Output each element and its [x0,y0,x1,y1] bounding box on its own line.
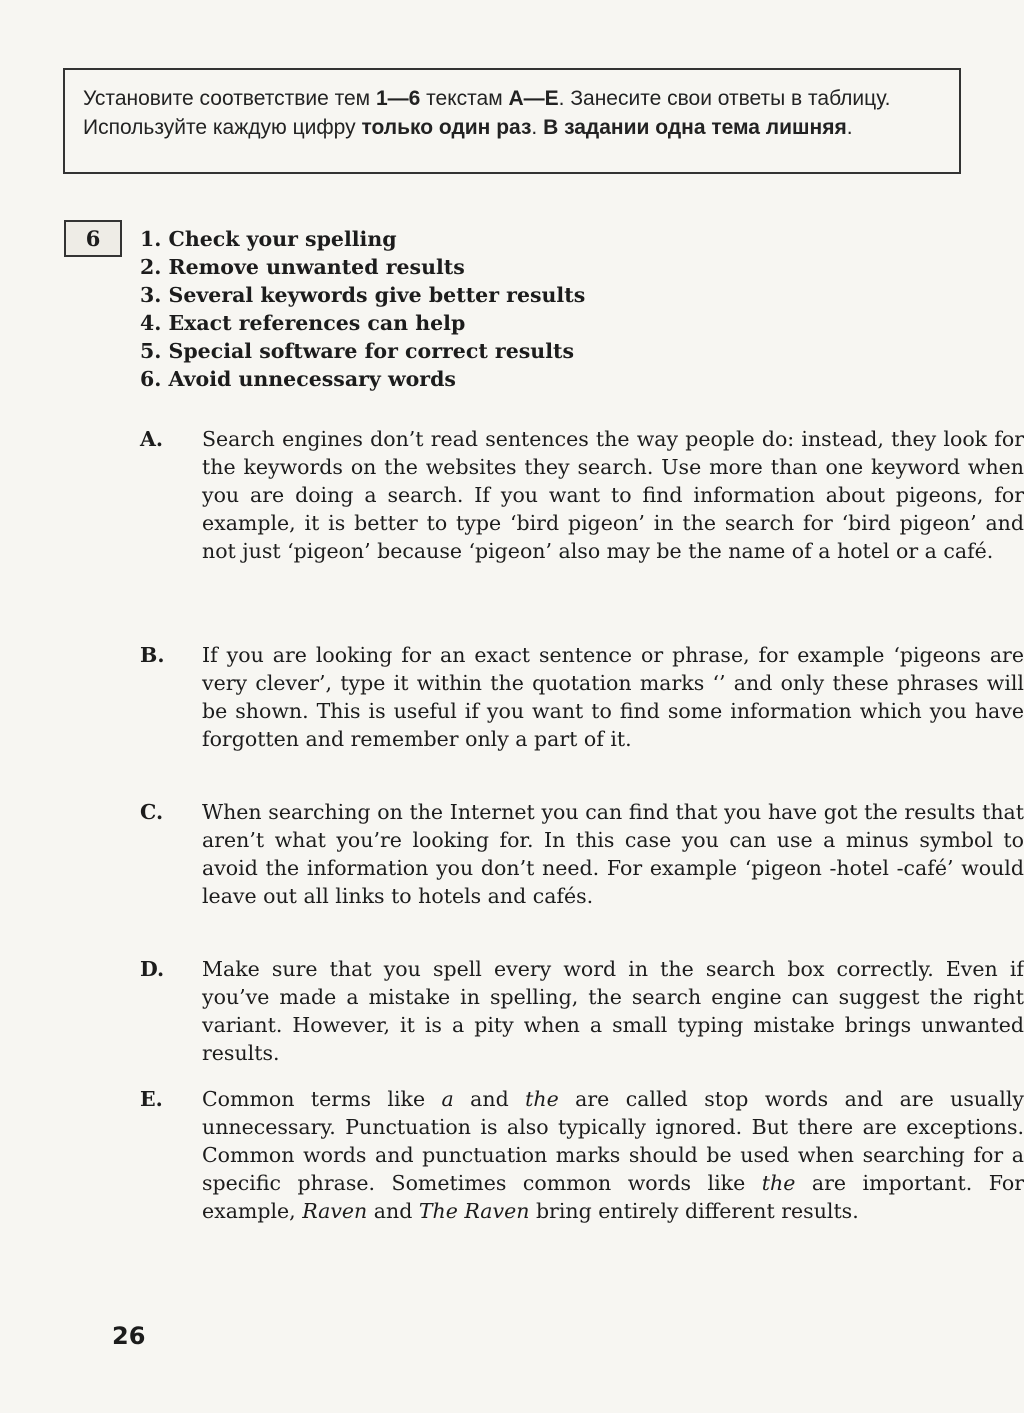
text-c [140,798,1024,910]
topic-item: 5. Special software for correct results [140,339,575,363]
text-e [140,1085,1024,1225]
instruction-box [63,68,961,174]
topic-item: 6. Avoid unnecessary words [140,367,456,391]
topic-item: 4. Exact references can help [140,311,466,335]
text-body: Make sure that you spell every word in the search box correctly. Even if you’ve made a mistake in spelling, the search engine can suggest the right variant. However, it is a pity when a small typing mistake brings unwanted results. [202,957,1024,1065]
task-number-badge: 6 [64,220,122,257]
text-body: Common terms like a and the are called stop words and are usually unnecessary. Punctuation is also typically ignored. But there are exceptions. Common words and punctuation marks should be used when searching for a specific phrase. Sometimes common words like the are important. For example, Raven and The Raven bring entirely different results. [202,1087,1024,1223]
text-body: If you are looking for an exact sentence or phrase, for example ‘pigeons are very clever’, type it within the quotation marks ‘’ and only these phrases will be shown. This is useful if you want to find some information which you have forgotten and remember only a part of it. [202,643,1024,751]
topic-item: 3. Several keywords give better results [140,283,586,307]
text-letter: D. [140,957,165,981]
page-number: 26 [112,1322,146,1350]
text-letter: B. [140,643,165,667]
topic-item: 1. Check your spelling [140,227,397,251]
text-letter: E. [140,1087,163,1111]
instruction-text: Установите соответствие тем 1—6 текстам A—E. Занесите свои ответы в таблицу. Используйте каждую цифру только один раз. В задании одна тема лишняя. [83,87,891,139]
text-letter: C. [140,800,164,824]
text-b [140,641,1024,753]
topics-list [140,225,585,393]
text-body: Search engines don’t read sentences the way people do: instead, they look for the keywords on the websites they search. Use more than one keyword when you are doing a search. If you want to find information about pigeons, for example, it is better to type ‘bird pigeon’ in the search for ‘bird pigeon’ and not just ‘pigeon’ because ‘pigeon’ also may be the name of a hotel or a café. [202,427,1024,563]
text-a [140,425,1024,565]
text-letter: A. [140,427,164,451]
text-body: When searching on the Internet you can find that you have got the results that aren’t what you’re looking for. In this case you can use a minus symbol to avoid the information you don’t need. For example ‘pigeon -hotel -café’ would leave out all links to hotels and cafés. [202,800,1024,908]
topic-item: 2. Remove unwanted results [140,255,465,279]
text-d [140,955,1024,1067]
